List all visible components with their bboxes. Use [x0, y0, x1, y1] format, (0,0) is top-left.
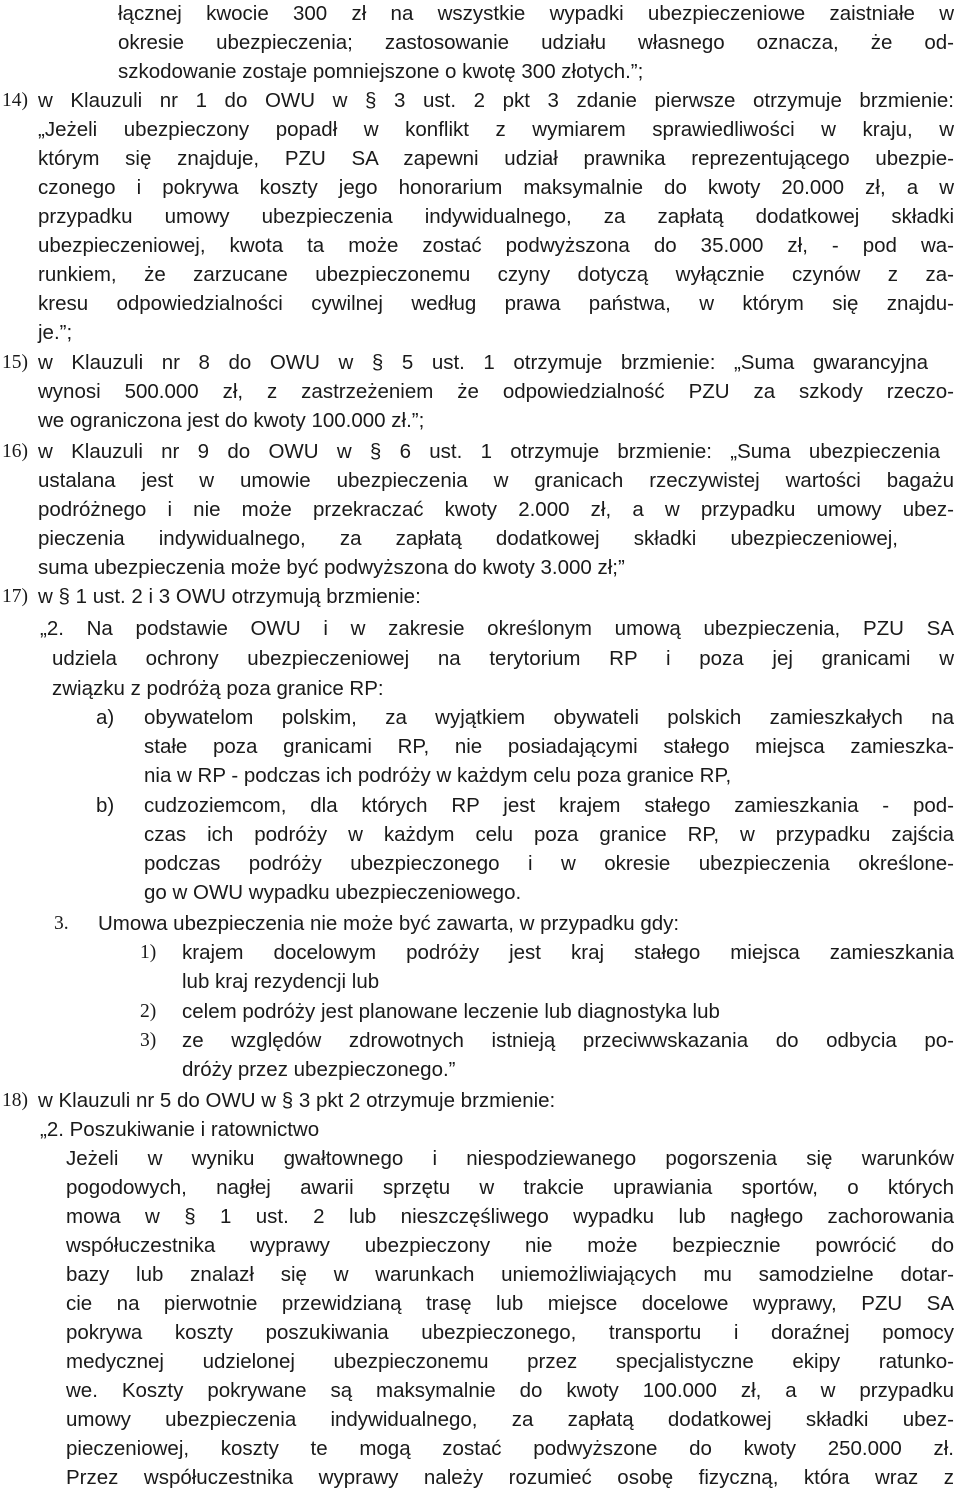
- text-line: pogodowych, nagłej awarii sprzętu w trakcie uprawiania sportów, o których: [66, 1176, 954, 1199]
- text-line: umowy ubezpieczenia indywidualnego, za zapłatą dodatkowej składki ubez-: [66, 1408, 954, 1431]
- list-marker: 18): [2, 1090, 28, 1111]
- list-marker: 3.: [54, 913, 69, 934]
- text-line: kresu odpowiedzialności cywilnej według prawa państwa, w którym się znajdu-: [38, 292, 954, 315]
- text-line: bazy lub znalazł się w warunkach uniemożliwiających mu samodzielne dotar-: [66, 1263, 954, 1286]
- text-line: łącznej kwocie 300 zł na wszystkie wypadki ubezpieczeniowe zaistniałe w: [118, 2, 954, 25]
- text-line: mowa w § 1 ust. 2 lub nieszczęśliwego wypadku lub nagłego zachorowania: [66, 1205, 954, 1228]
- text-line: podróżnego i nie może przekraczać kwoty 2.000 zł, a w przypadku umowy ubez-: [38, 498, 954, 521]
- text-line: okresie ubezpieczenia; zastosowanie udziału własnego oznacza, że od-: [118, 31, 954, 54]
- text-line: związku z podróżą poza granice RP:: [52, 677, 384, 700]
- text-line: „2. Na podstawie OWU i w zakresie określonym umową ubezpieczenia, PZU SA: [40, 617, 954, 640]
- text-line: „Jeżeli ubezpieczony popadł w konflikt z wymiarem sprawiedliwości w kraju, w: [38, 118, 954, 141]
- text-line: Jeżeli w wyniku gwałtownego i niespodziewanego pogorszenia się warunków: [66, 1147, 954, 1170]
- text-line: w Klauzuli nr 5 do OWU w § 3 pkt 2 otrzymuje brzmienie:: [38, 1089, 556, 1112]
- text-line: krajem docelowym podróży jest kraj stałego miejsca zamieszkania: [182, 941, 954, 964]
- text-line: stałe poza granicami RP, nie posiadającymi stałego miejsca zamieszka-: [144, 735, 954, 758]
- list-marker: 16): [2, 441, 28, 462]
- text-line: je.”;: [38, 321, 73, 344]
- text-line: suma ubezpieczenia może być podwyższona do kwoty 3.000 zł;”: [38, 556, 625, 579]
- text-line: pieczeniowej, koszty te mogą zostać podwyższone do kwoty 250.000 zł.: [66, 1437, 954, 1460]
- text-line: „2. Poszukiwanie i ratownictwo: [40, 1118, 320, 1141]
- text-line: szkodowanie zostaje pomniejszone o kwotę 300 złotych.”;: [118, 60, 644, 83]
- text-line: podczas podróży ubezpieczonego i w okresie ubezpieczenia określone-: [144, 852, 954, 875]
- text-line: czonego i pokrywa koszty jego honorarium maksymalnie do kwoty 20.000 zł, a w: [38, 176, 954, 199]
- list-marker: 2): [140, 1001, 157, 1022]
- text-line: ubezpieczeniowej, kwota ta może zostać podwyższona do 35.000 zł, - pod wa-: [38, 234, 954, 257]
- text-line: w Klauzuli nr 9 do OWU w § 6 ust. 1 otrzymuje brzmienie: „Suma ubezpieczenia: [38, 440, 940, 463]
- text-line: nia w RP - podczas ich podróży w każdym celu poza granice RP,: [144, 764, 732, 787]
- text-line: ustalana jest w umowie ubezpieczenia w granicach rzeczywistej wartości bagażu: [38, 469, 954, 492]
- list-marker: b): [96, 794, 115, 817]
- text-line: w Klauzuli nr 8 do OWU w § 5 ust. 1 otrzymuje brzmienie: „Suma gwarancyjna: [38, 351, 928, 374]
- text-line: przypadku umowy ubezpieczenia indywidualnego, za zapłatą dodatkowej składki: [38, 205, 954, 228]
- list-marker: 1): [140, 942, 157, 963]
- text-line: wynosi 500.000 zł, z zastrzeżeniem że odpowiedzialność PZU za szkody rzeczo-: [38, 380, 954, 403]
- text-line: w Klauzuli nr 1 do OWU w § 3 ust. 2 pkt 3 zdanie pierwsze otrzymuje brzmienie:: [38, 89, 954, 112]
- text-line: lub kraj rezydencji lub: [182, 970, 380, 993]
- text-line: we. Koszty pokrywane są maksymalnie do kwoty 100.000 zł, a w przypadku: [66, 1379, 954, 1402]
- text-line: dróży przez ubezpieczonego.”: [182, 1058, 456, 1081]
- list-marker: 15): [2, 352, 28, 373]
- text-line: czas ich podróży w każdym celu poza granice RP, w przypadku zajścia: [144, 823, 954, 846]
- text-line: runkiem, że zarzucane ubezpieczonemu czyny dotyczą wyłącznie czynów z za-: [38, 263, 954, 286]
- text-line: Przez współuczestnika wyprawy należy rozumieć osobę fizyczną, która wraz z: [66, 1466, 954, 1489]
- text-line: pieczenia indywidualnego, za zapłatą dodatkowej składki ubezpieczeniowej,: [38, 527, 898, 550]
- text-line: medycznej udzielonej ubezpieczonemu przez specjalistyczne ekipy ratunko-: [66, 1350, 954, 1373]
- text-line: go w OWU wypadku ubezpieczeniowego.: [144, 881, 522, 904]
- text-line: Umowa ubezpieczenia nie może być zawarta, w przypadku gdy:: [98, 912, 680, 935]
- list-marker: 17): [2, 586, 28, 607]
- text-line: cie na pierwotnie przewidzianą trasę lub miejsce docelowe wyprawy, PZU SA: [66, 1292, 954, 1315]
- text-line: udziela ochrony ubezpieczeniowej na terytorium RP i poza jej granicami w: [52, 647, 954, 670]
- list-marker: 3): [140, 1030, 157, 1051]
- text-line: ze względów zdrowotnych istnieją przeciwwskazania do odbycia po-: [182, 1029, 954, 1052]
- text-line: którym się znajduje, PZU SA zapewni udział prawnika reprezentującego ubezpie-: [38, 147, 954, 170]
- text-line: celem podróży jest planowane leczenie lub diagnostyka lub: [182, 1000, 720, 1023]
- text-line: pokrywa koszty poszukiwania ubezpieczonego, transportu i doraźnej pomocy: [66, 1321, 954, 1344]
- list-marker: 14): [2, 90, 28, 111]
- text-line: współuczestnika wyprawy ubezpieczony nie może bezpiecznie powrócić do: [66, 1234, 954, 1257]
- text-line: cudzoziemcom, dla których RP jest krajem stałego zamieszkania - pod-: [144, 794, 954, 817]
- list-marker: a): [96, 706, 115, 729]
- text-line: we ograniczona jest do kwoty 100.000 zł.”;: [38, 409, 425, 432]
- text-line: w § 1 ust. 2 i 3 OWU otrzymują brzmienie:: [38, 585, 421, 608]
- text-line: obywatelom polskim, za wyjątkiem obywateli polskich zamieszkałych na: [144, 706, 954, 729]
